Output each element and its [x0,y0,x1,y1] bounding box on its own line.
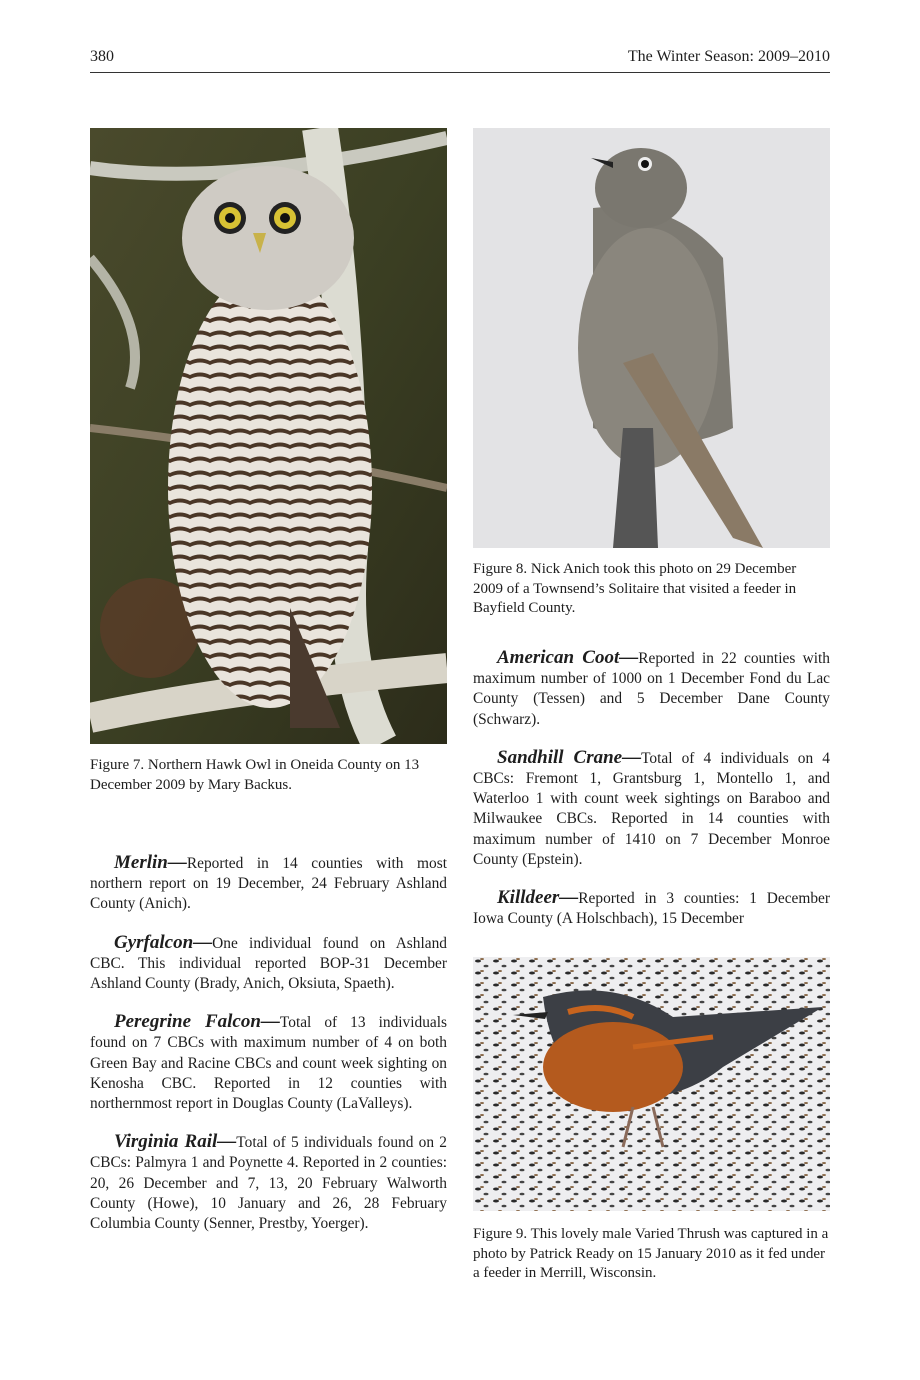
figure-7-photo [90,128,447,744]
entry-text: Reported in 22 counties with maximum number of 1000 on 1 December Fond du Lac County (Tessen) and 5 December Dane County (Schwarz). [473,650,830,728]
entry-sandhill-crane [473,748,830,870]
entry-peregrine-falcon [90,1012,447,1114]
right-column-text [473,648,830,947]
entry-text: Total of 5 individuals found on 2 CBCs: Palmyra 1 and Poynette 4. Reported in 2 counties: 20, 26 December and 7, 13, 20 February Walworth County (Howe), 10 January and 26, 28 February Columbia County (Senner, Prestby, Yoerger). [90,1134,448,1233]
page-number: 380 [90,48,114,65]
figure-8-caption: Figure 8. Nick Anich took this photo on 29 December 2009 of a Townsend’s Solitaire that visited a feeder in Bayfield County. [473,561,797,616]
species-name: Sandhill Crane— [497,746,642,768]
species-name: Peregrine Falcon— [114,1011,280,1033]
running-header [90,48,830,73]
entry-virginia-rail [90,1132,447,1234]
species-name: American Coot— [497,647,639,668]
entry-merlin [90,853,447,915]
species-name: Virginia Rail— [114,1131,237,1153]
entry-text: One individual found on Ashland CBC. This individual reported BOP-31 December Ashland County (Brady, Anich, Oksiuta, Spaeth). [90,934,447,993]
entry-text: Reported in 3 counties: 1 December Iowa County (A Holschbach), 15 December [473,890,830,928]
figure-8-photo [473,128,830,548]
species-name: Merlin— [114,852,187,873]
running-title: The Winter Season: 2009–2010 [627,48,830,65]
species-name: Gyrfalcon— [114,931,213,953]
entry-text: Total of 13 individuals found on 7 CBCs with maximum number of 4 on both Green Bay and Racine CBCs and count week sighting on Kenosha CBC. Reported in 12 counties with northernmost report in Douglas County (LaValleys). [90,1014,447,1113]
entry-text: Total of 4 individuals on 4 CBCs: Fremont 1, Grantsburg 1, Montello 1, and Waterloo 1 with count week sightings on Baraboo and Milwaukee CBCs. Reported in 14 counties with maximum number of 1410 on 7 December Monroe County (Epstein). [473,749,830,868]
figure-7-caption: Figure 7. Northern Hawk Owl in Oneida County on 13 December 2009 by Mary Backus. [90,757,420,793]
entry-american-coot [473,648,830,730]
left-column-text [90,853,447,1252]
figure-9-photo [473,957,830,1211]
species-name: Killdeer— [497,887,579,909]
entry-text: Reported in 14 counties with most northern report on 19 December, 24 February Ashland County (Anich). [90,855,447,913]
entry-gyrfalcon [90,933,447,995]
figure-9-caption: Figure 9. This lovely male Varied Thrush was captured in a photo by Patrick Ready on 15 January 2010 as it fed under a feeder in Merrill, Wisconsin. [473,1226,829,1281]
entry-killdeer [473,888,830,929]
